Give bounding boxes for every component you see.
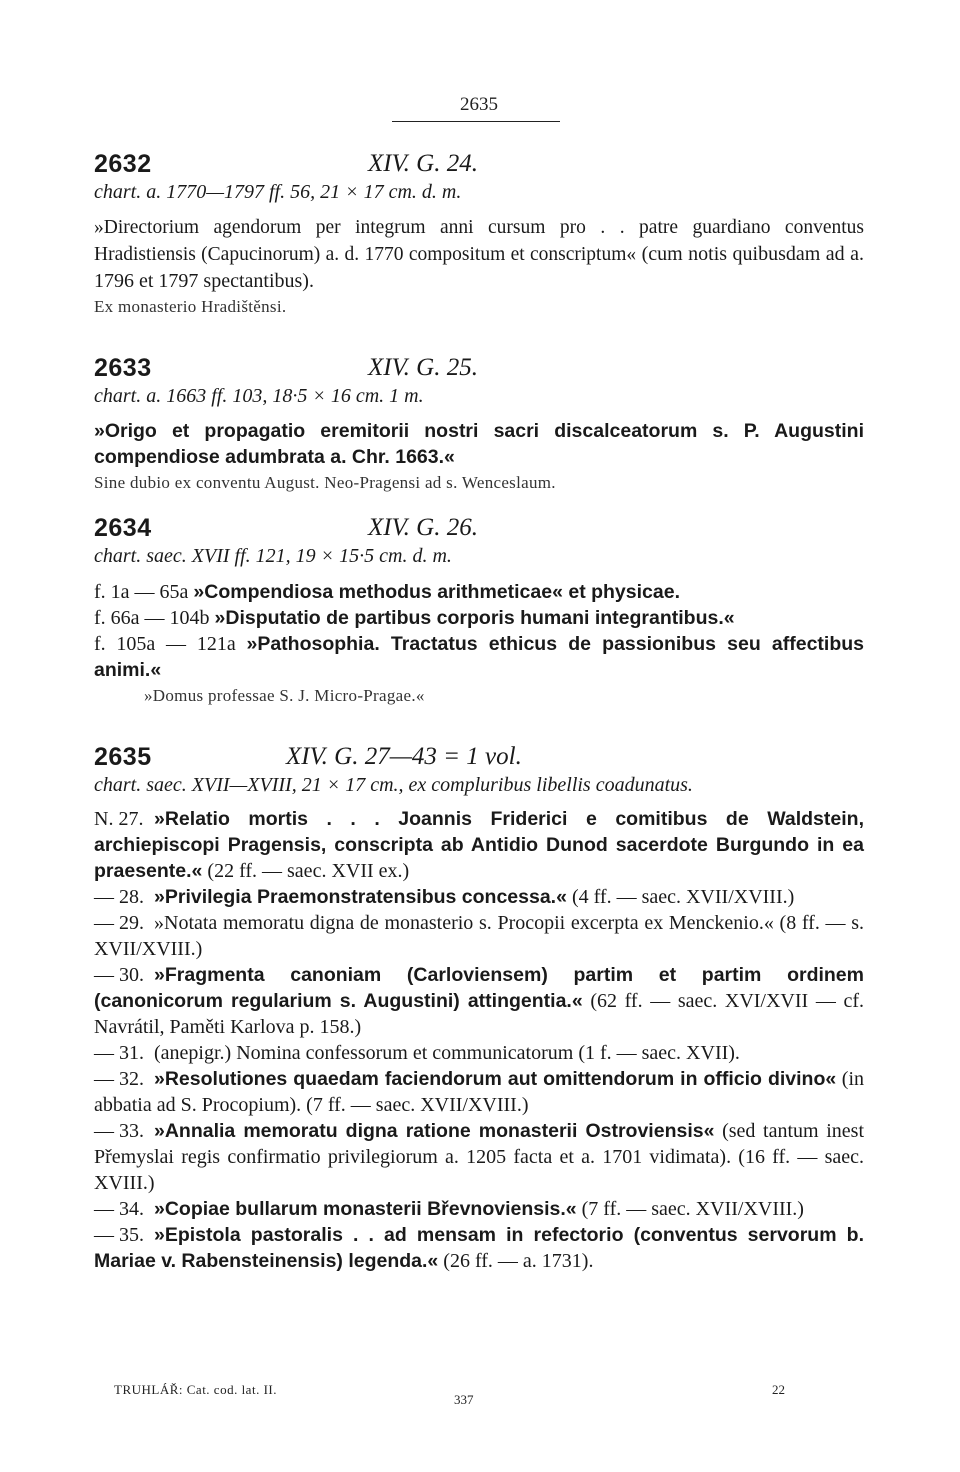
content-item [94, 1066, 864, 1118]
content-item [94, 1196, 864, 1222]
item-note: (4 ff. — saec. XVII/XVIII.) [571, 886, 795, 908]
physical-description: chart. saec. XVII—XVIII, 21 × 17 cm., ex compluribus libellis coadunatus. [94, 774, 693, 796]
item-number: — 32. [94, 1068, 144, 1090]
catalog-page [94, 0, 864, 1472]
content-item [94, 1222, 864, 1274]
entry-title [94, 214, 864, 294]
folio-range: f. 105a — 121a [94, 633, 236, 655]
entry-number: 2632 [94, 150, 152, 178]
item-number: N. 27. [94, 808, 144, 830]
shelf-signature: XIV. G. 27—43 = 1 vol. [286, 743, 522, 770]
provenance: »Domus professae S. J. Micro-Pragae.« [144, 686, 425, 705]
entry-2635 [94, 743, 864, 1274]
physical-description: chart. a. 1770—1797 ff. 56, 21 × 17 cm. d. m. [94, 181, 462, 203]
item-title: »Relatio mortis . . . Joannis Friderici e comitibus de Waldstein, archiepiscopi Pragensis, conscripta ab Antidio Dunod sacerdote Burgundo in ea praesente.« [94, 808, 864, 882]
item-number: — 28. [94, 886, 144, 908]
shelf-signature: XIV. G. 25. [368, 354, 478, 381]
entry-2634 [94, 514, 864, 707]
title-text: »Directorium agendorum per integrum anni cursum pro . . patre guardiano conventus Hradistiensis (Capucinorum) a. d. 1770 compositum et conscriptum« [94, 217, 864, 265]
content-item [94, 1040, 864, 1066]
item-number: — 31. [94, 1042, 144, 1064]
provenance: Sine dubio ex conventu August. Neo-Pragensi ad s. Wenceslaum. [94, 473, 556, 492]
physical-description: chart. saec. XVII ff. 121, 19 × 15·5 cm. d. m. [94, 545, 452, 567]
shelf-signature: XIV. G. 24. [368, 150, 478, 177]
item-note: (26 ff. — a. 1731). [443, 1250, 594, 1272]
item-note: (sed tantum inest Přemyslai regis confirmatio privilegiorum a. 1205 facta et a. 1701 vidimata). (16 ff. — saec. XVIII.) [94, 1120, 864, 1194]
item-title: »Disputatio de partibus corporis humani integrantibus.« [214, 607, 735, 629]
page-number: 2635 [460, 94, 498, 115]
item-title: »Copiae bullarum monasterii Břevnoviensis.« [154, 1198, 577, 1220]
physical-description: chart. a. 1663 ff. 103, 18·5 × 16 cm. 1 m. [94, 385, 424, 407]
item-number: — 34. [94, 1198, 144, 1220]
item-number: — 35. [94, 1224, 144, 1246]
content-list [94, 806, 864, 1274]
content-item [94, 631, 864, 683]
item-note: (7 ff. — saec. XVII/XVIII.) [581, 1198, 804, 1220]
item-note: (anepigr.) Nomina confessorum et communicatorum (1 f. — saec. XVII). [154, 1042, 740, 1064]
item-number: — 29. [94, 912, 144, 934]
content-item [94, 910, 864, 962]
item-title: »Privilegia Praemonstratensibus concessa.« [154, 886, 567, 908]
item-number: — 30. [94, 964, 144, 986]
title-text: »Origo et propagatio eremitorii nostri sacri discalceatorum s. P. Augustini compendiose adumbrata a. Chr. 1663.« [94, 420, 864, 468]
entry-number: 2634 [94, 514, 152, 542]
item-title: »Annalia memoratu digna ratione monasterii Ostroviensis« [154, 1120, 715, 1142]
entry-2633 [94, 354, 864, 494]
header-rule [392, 121, 560, 122]
entry-title [94, 418, 864, 470]
footer-signature-mark: 22 [772, 1382, 785, 1397]
content-item [94, 579, 864, 605]
item-title: »Pathosophia. Tractatus ethicus de passionibus seu affectibus animi.« [94, 633, 865, 681]
content-item [94, 884, 864, 910]
provenance: Ex monasterio Hradištěnsi. [94, 297, 287, 316]
shelf-signature: XIV. G. 26. [368, 514, 478, 541]
item-title: »Resolutiones quaedam faciendorum aut omittendorum in officio divino« [154, 1068, 837, 1090]
item-note: (in abbatia ad S. Procopium). (7 ff. — saec. XVII/XVIII.) [94, 1068, 865, 1116]
entry-number: 2635 [94, 743, 152, 771]
item-title: »Compendiosa methodus arithmeticae« et physicae. [193, 581, 680, 603]
entry-number: 2633 [94, 354, 152, 382]
footer-citation: TRUHLÁŘ: Cat. cod. lat. II. [114, 1382, 277, 1397]
folio-range: f. 1a — 65a [94, 581, 189, 603]
folio-range: f. 66a — 104b [94, 607, 210, 629]
item-number: — 33. [94, 1120, 144, 1142]
entry-note: (cum notis quibusdam ad a. 1796 et 1797 spectantibus). [94, 243, 864, 292]
content-item [94, 605, 864, 631]
content-item [94, 1118, 864, 1196]
item-note: (22 ff. — saec. XVII ex.) [207, 860, 410, 882]
footer-sheet-number: 337 [454, 1392, 474, 1407]
content-item [94, 962, 864, 1040]
entry-2632 [94, 150, 864, 318]
item-note: (62 ff. — saec. XVI/XVII — cf. Navrátil, Paměti Karlova p. 158.) [94, 990, 864, 1038]
item-title: »Epistola pastoralis . . ad mensam in refectorio (conventus servorum b. Mariae v. Rabensteinensis) legenda.« [94, 1224, 864, 1272]
item-note: »Notata memoratu digna de monasterio s. Procopii excerpta ex Menckenio.« (8 ff. — s. XVII/XVIII.) [94, 912, 864, 960]
content-item [94, 806, 864, 884]
item-title: »Fragmenta canoniam (Carloviensem) partim et partim ordinem (canonicorum regularium s. Augustini) attingentia.« [94, 964, 864, 1012]
